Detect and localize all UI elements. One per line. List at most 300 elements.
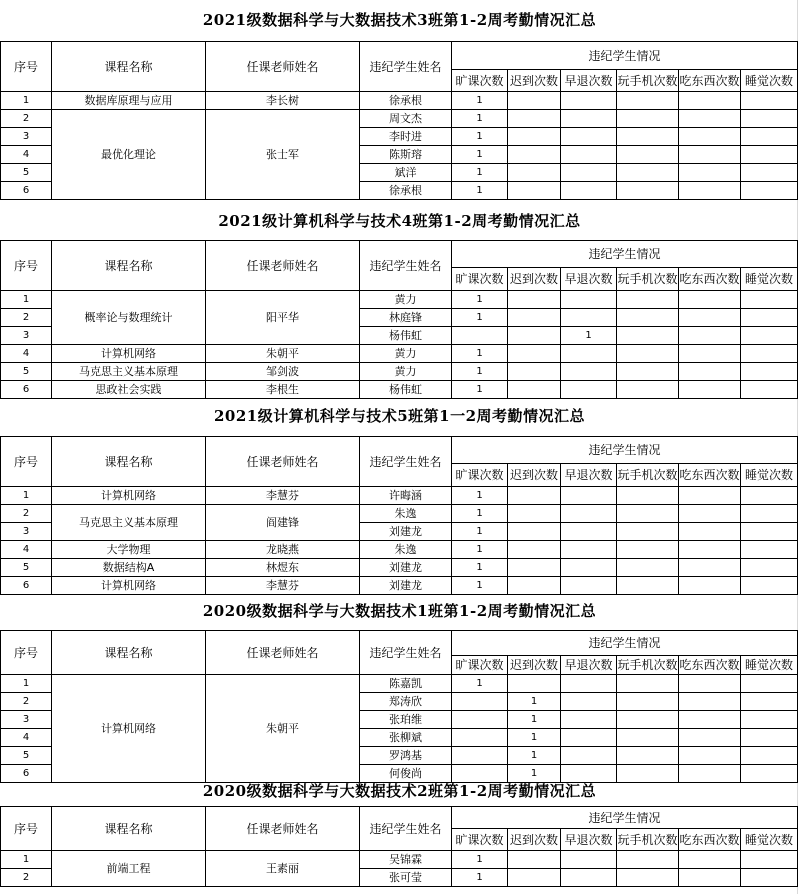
section-title: 2021级计算机科学与技术4班第1-2周考勤情况汇总	[218, 212, 581, 230]
row-student: 吴锦霖	[360, 851, 452, 869]
header-student: 违纪学生姓名	[360, 807, 452, 851]
section-title: 2021级数据科学与大数据技术3班第1-2周考勤情况汇总	[202, 11, 597, 29]
row-student: 斌洋	[360, 164, 452, 182]
attendance-table	[0, 41, 798, 200]
row-seq: 1	[1, 487, 52, 505]
row-teacher: 阎建锋	[206, 505, 360, 541]
row-seq: 1	[1, 92, 52, 110]
row-count-cell[interactable]	[508, 309, 561, 327]
row-count-cell[interactable]	[508, 541, 561, 559]
row-count-cell[interactable]	[508, 345, 561, 363]
row-count-cell[interactable]	[617, 182, 679, 200]
row-count-cell[interactable]: 1	[452, 869, 508, 887]
row-count-cell[interactable]: 1	[561, 327, 617, 345]
row-count-cell[interactable]	[679, 505, 741, 523]
row-count-cell[interactable]: 1	[508, 765, 561, 783]
header-teacher: 任课老师姓名	[206, 241, 360, 291]
row-count-cell[interactable]	[679, 345, 741, 363]
table-row[interactable]	[1, 541, 798, 559]
row-count-cell[interactable]	[561, 146, 617, 164]
row-count-cell[interactable]: 1	[508, 693, 561, 711]
table-row[interactable]	[1, 92, 798, 110]
row-count-cell[interactable]	[561, 164, 617, 182]
header-teacher: 任课老师姓名	[206, 437, 360, 487]
row-count-cell[interactable]	[679, 577, 741, 595]
row-count-cell[interactable]	[508, 146, 561, 164]
row-count-cell[interactable]	[741, 128, 798, 146]
row-count-cell[interactable]	[561, 541, 617, 559]
row-count-cell[interactable]	[679, 559, 741, 577]
row-student: 杨伟虹	[360, 381, 452, 399]
row-seq: 2	[1, 505, 52, 523]
row-count-cell[interactable]	[617, 747, 679, 765]
row-count-cell[interactable]	[741, 110, 798, 128]
row-count-cell[interactable]: 1	[452, 541, 508, 559]
row-count-cell[interactable]	[741, 523, 798, 541]
row-seq: 4	[1, 541, 52, 559]
row-count-cell[interactable]	[561, 381, 617, 399]
row-course: 计算机网络	[52, 487, 206, 505]
row-count-cell[interactable]	[741, 92, 798, 110]
row-student: 张珀维	[360, 711, 452, 729]
table-row[interactable]	[1, 487, 798, 505]
row-count-cell[interactable]	[617, 711, 679, 729]
header-count-col: 睡觉次数	[741, 829, 798, 851]
header-row	[1, 42, 798, 70]
row-seq: 4	[1, 345, 52, 363]
row-count-cell[interactable]	[679, 363, 741, 381]
row-count-cell[interactable]	[561, 693, 617, 711]
row-count-cell[interactable]	[679, 693, 741, 711]
row-count-cell[interactable]	[561, 128, 617, 146]
header-violation-group: 违纪学生情况	[452, 631, 798, 656]
header-count-col: 迟到次数	[508, 656, 561, 675]
row-count-cell[interactable]	[561, 869, 617, 887]
row-count-cell[interactable]	[679, 869, 741, 887]
row-seq: 6	[1, 577, 52, 595]
row-course: 计算机网络	[52, 345, 206, 363]
row-count-cell[interactable]	[617, 559, 679, 577]
row-student: 刘建龙	[360, 523, 452, 541]
row-student: 张柳斌	[360, 729, 452, 747]
attendance-table	[0, 240, 798, 399]
row-seq: 1	[1, 851, 52, 869]
table-row[interactable]	[1, 675, 798, 693]
row-student: 朱逸	[360, 505, 452, 523]
row-count-cell[interactable]	[561, 487, 617, 505]
attendance-table	[0, 436, 798, 595]
row-count-cell[interactable]	[508, 559, 561, 577]
row-count-cell[interactable]	[617, 363, 679, 381]
header-count-col: 吃东西次数	[679, 268, 741, 291]
attendance-table	[0, 806, 798, 887]
header-count-col: 迟到次数	[508, 268, 561, 291]
section-title: 2021级计算机科学与技术5班第1一2周考勤情况汇总	[213, 407, 586, 425]
row-count-cell[interactable]	[741, 577, 798, 595]
header-count-col: 早退次数	[561, 656, 617, 675]
row-seq: 2	[1, 110, 52, 128]
row-course: 马克思主义基本原理	[52, 363, 206, 381]
header-teacher: 任课老师姓名	[206, 42, 360, 92]
row-student: 张可莹	[360, 869, 452, 887]
header-seq: 序号	[1, 437, 52, 487]
table-row[interactable]	[1, 851, 798, 869]
row-seq: 5	[1, 559, 52, 577]
row-count-cell[interactable]	[679, 182, 741, 200]
row-count-cell[interactable]	[452, 747, 508, 765]
row-count-cell[interactable]	[617, 291, 679, 309]
row-seq: 2	[1, 869, 52, 887]
row-count-cell[interactable]: 1	[452, 128, 508, 146]
row-count-cell[interactable]	[617, 869, 679, 887]
row-count-cell[interactable]	[679, 327, 741, 345]
row-count-cell[interactable]	[561, 851, 617, 869]
row-count-cell[interactable]: 1	[452, 309, 508, 327]
row-student: 黄力	[360, 291, 452, 309]
row-seq: 2	[1, 309, 52, 327]
row-seq: 6	[1, 381, 52, 399]
table-row[interactable]	[1, 363, 798, 381]
header-count-col: 吃东西次数	[679, 829, 741, 851]
header-course: 课程名称	[52, 631, 206, 675]
row-count-cell[interactable]	[679, 487, 741, 505]
row-count-cell[interactable]: 1	[452, 363, 508, 381]
row-count-cell[interactable]	[617, 851, 679, 869]
row-count-cell[interactable]	[679, 146, 741, 164]
header-count-col: 旷课次数	[452, 829, 508, 851]
row-course: 概率论与数理统计	[52, 291, 206, 345]
row-count-cell[interactable]	[617, 345, 679, 363]
header-count-col: 玩手机次数	[617, 656, 679, 675]
row-count-cell[interactable]	[561, 675, 617, 693]
row-count-cell[interactable]	[741, 309, 798, 327]
row-count-cell[interactable]	[679, 747, 741, 765]
row-course: 大学物理	[52, 541, 206, 559]
row-teacher: 李根生	[206, 381, 360, 399]
row-count-cell[interactable]	[452, 729, 508, 747]
section-title: 2020级数据科学与大数据技术1班第1-2周考勤情况汇总	[202, 602, 597, 620]
row-count-cell[interactable]	[617, 327, 679, 345]
row-count-cell[interactable]	[617, 309, 679, 327]
row-count-cell[interactable]	[561, 577, 617, 595]
row-count-cell[interactable]	[617, 381, 679, 399]
header-row	[1, 807, 798, 829]
row-count-cell[interactable]	[741, 182, 798, 200]
row-count-cell[interactable]	[617, 487, 679, 505]
row-count-cell[interactable]	[617, 146, 679, 164]
row-count-cell[interactable]: 1	[452, 291, 508, 309]
row-count-cell[interactable]	[741, 345, 798, 363]
row-count-cell[interactable]	[561, 559, 617, 577]
row-count-cell[interactable]	[679, 291, 741, 309]
header-seq: 序号	[1, 42, 52, 92]
row-count-cell[interactable]	[741, 291, 798, 309]
header-count-col: 旷课次数	[452, 268, 508, 291]
header-count-col: 旷课次数	[452, 70, 508, 92]
row-teacher: 朱朝平	[206, 675, 360, 783]
header-count-col: 吃东西次数	[679, 70, 741, 92]
row-count-cell[interactable]: 1	[452, 92, 508, 110]
header-count-col: 迟到次数	[508, 829, 561, 851]
row-count-cell[interactable]	[561, 747, 617, 765]
row-count-cell[interactable]	[617, 128, 679, 146]
row-count-cell[interactable]	[508, 675, 561, 693]
row-student: 郑涛欣	[360, 693, 452, 711]
row-count-cell[interactable]: 1	[508, 711, 561, 729]
row-count-cell[interactable]	[741, 675, 798, 693]
row-count-cell[interactable]	[452, 711, 508, 729]
row-count-cell[interactable]	[679, 128, 741, 146]
row-count-cell[interactable]	[741, 164, 798, 182]
row-count-cell[interactable]	[741, 559, 798, 577]
table-row[interactable]	[1, 559, 798, 577]
table-row[interactable]	[1, 345, 798, 363]
row-count-cell[interactable]	[561, 92, 617, 110]
row-count-cell[interactable]	[617, 729, 679, 747]
row-student: 徐承根	[360, 92, 452, 110]
row-count-cell[interactable]	[508, 182, 561, 200]
row-student: 周文杰	[360, 110, 452, 128]
row-student: 李时进	[360, 128, 452, 146]
header-course: 课程名称	[52, 241, 206, 291]
row-teacher: 李慧芬	[206, 577, 360, 595]
row-count-cell[interactable]	[561, 309, 617, 327]
row-student: 罗鸿基	[360, 747, 452, 765]
row-count-cell[interactable]: 1	[452, 381, 508, 399]
row-count-cell[interactable]	[679, 92, 741, 110]
row-seq: 6	[1, 182, 52, 200]
row-seq: 1	[1, 675, 52, 693]
row-count-cell[interactable]	[561, 711, 617, 729]
table-row[interactable]	[1, 381, 798, 399]
header-student: 违纪学生姓名	[360, 437, 452, 487]
row-student: 黄力	[360, 363, 452, 381]
row-seq: 2	[1, 693, 52, 711]
header-count-col: 玩手机次数	[617, 829, 679, 851]
row-count-cell[interactable]: 1	[452, 146, 508, 164]
row-count-cell[interactable]	[452, 693, 508, 711]
row-count-cell[interactable]: 1	[452, 487, 508, 505]
table-row[interactable]	[1, 505, 798, 523]
row-count-cell[interactable]	[741, 487, 798, 505]
row-count-cell[interactable]	[561, 729, 617, 747]
row-count-cell[interactable]	[508, 577, 561, 595]
table-row[interactable]	[1, 291, 798, 309]
row-teacher: 邹剑波	[206, 363, 360, 381]
row-count-cell[interactable]	[508, 164, 561, 182]
row-seq: 1	[1, 291, 52, 309]
row-seq: 5	[1, 363, 52, 381]
row-course: 马克思主义基本原理	[52, 505, 206, 541]
row-course: 思政社会实践	[52, 381, 206, 399]
row-count-cell[interactable]	[617, 693, 679, 711]
row-count-cell[interactable]	[679, 110, 741, 128]
row-count-cell[interactable]	[741, 327, 798, 345]
row-count-cell[interactable]	[741, 869, 798, 887]
row-count-cell[interactable]	[508, 869, 561, 887]
header-course: 课程名称	[52, 42, 206, 92]
header-count-col: 迟到次数	[508, 464, 561, 487]
header-teacher: 任课老师姓名	[206, 807, 360, 851]
row-count-cell[interactable]: 1	[452, 851, 508, 869]
row-count-cell[interactable]: 1	[452, 164, 508, 182]
row-seq: 4	[1, 146, 52, 164]
header-seq: 序号	[1, 807, 52, 851]
row-count-cell[interactable]	[679, 711, 741, 729]
header-row	[1, 631, 798, 656]
attendance-table	[0, 630, 798, 783]
table-row[interactable]	[1, 110, 798, 128]
row-student: 杨伟虹	[360, 327, 452, 345]
row-count-cell[interactable]	[508, 110, 561, 128]
row-seq: 5	[1, 747, 52, 765]
header-count-col: 迟到次数	[508, 70, 561, 92]
row-student: 朱逸	[360, 541, 452, 559]
header-teacher: 任课老师姓名	[206, 631, 360, 675]
row-course: 计算机网络	[52, 577, 206, 595]
row-count-cell[interactable]	[679, 309, 741, 327]
row-course: 前端工程	[52, 851, 206, 887]
row-seq: 6	[1, 765, 52, 783]
header-course: 课程名称	[52, 807, 206, 851]
row-count-cell[interactable]	[679, 381, 741, 399]
row-seq: 3	[1, 523, 52, 541]
row-count-cell[interactable]: 1	[452, 505, 508, 523]
row-count-cell[interactable]	[741, 381, 798, 399]
row-count-cell[interactable]: 1	[452, 110, 508, 128]
row-count-cell[interactable]	[617, 92, 679, 110]
row-count-cell[interactable]: 1	[452, 675, 508, 693]
row-count-cell[interactable]	[561, 523, 617, 541]
row-student: 黄力	[360, 345, 452, 363]
header-count-col: 睡觉次数	[741, 464, 798, 487]
row-count-cell[interactable]	[741, 146, 798, 164]
row-seq: 3	[1, 327, 52, 345]
row-count-cell[interactable]	[561, 291, 617, 309]
row-count-cell[interactable]: 1	[452, 345, 508, 363]
row-count-cell[interactable]: 1	[452, 559, 508, 577]
row-count-cell[interactable]	[741, 693, 798, 711]
section-title: 2020级数据科学与大数据技术2班第1-2周考勤情况汇总	[202, 782, 597, 800]
header-violation-group: 违纪学生情况	[452, 807, 798, 829]
row-count-cell[interactable]: 1	[508, 729, 561, 747]
row-count-cell[interactable]	[508, 523, 561, 541]
row-count-cell[interactable]	[508, 92, 561, 110]
row-seq: 3	[1, 128, 52, 146]
row-count-cell[interactable]	[679, 541, 741, 559]
header-seq: 序号	[1, 631, 52, 675]
row-teacher: 龙晓燕	[206, 541, 360, 559]
header-violation-group: 违纪学生情况	[452, 437, 798, 464]
header-course: 课程名称	[52, 437, 206, 487]
header-seq: 序号	[1, 241, 52, 291]
row-count-cell[interactable]	[617, 675, 679, 693]
row-count-cell[interactable]	[741, 711, 798, 729]
row-student: 林庭锋	[360, 309, 452, 327]
row-count-cell[interactable]	[741, 747, 798, 765]
row-count-cell[interactable]	[617, 523, 679, 541]
row-count-cell[interactable]	[561, 363, 617, 381]
header-count-col: 早退次数	[561, 464, 617, 487]
row-count-cell[interactable]: 1	[452, 523, 508, 541]
table-row[interactable]	[1, 577, 798, 595]
row-count-cell[interactable]	[741, 729, 798, 747]
row-course: 最优化理论	[52, 110, 206, 200]
row-count-cell[interactable]	[508, 505, 561, 523]
row-count-cell[interactable]: 1	[508, 747, 561, 765]
row-count-cell[interactable]	[508, 487, 561, 505]
row-teacher: 朱朝平	[206, 345, 360, 363]
header-count-col: 吃东西次数	[679, 464, 741, 487]
row-count-cell[interactable]	[508, 291, 561, 309]
row-teacher: 李长树	[206, 92, 360, 110]
header-count-col: 玩手机次数	[617, 70, 679, 92]
header-count-col: 早退次数	[561, 268, 617, 291]
row-count-cell[interactable]: 1	[452, 182, 508, 200]
row-seq: 5	[1, 164, 52, 182]
row-seq: 4	[1, 729, 52, 747]
row-teacher: 阳平华	[206, 291, 360, 345]
row-count-cell[interactable]	[679, 164, 741, 182]
row-student: 刘建龙	[360, 577, 452, 595]
header-student: 违纪学生姓名	[360, 241, 452, 291]
row-teacher: 李慧芬	[206, 487, 360, 505]
row-count-cell[interactable]	[679, 675, 741, 693]
row-teacher: 林煜东	[206, 559, 360, 577]
row-count-cell[interactable]	[561, 110, 617, 128]
row-count-cell[interactable]	[741, 363, 798, 381]
row-count-cell[interactable]	[679, 851, 741, 869]
row-count-cell[interactable]	[617, 541, 679, 559]
row-count-cell[interactable]	[561, 345, 617, 363]
header-violation-group: 违纪学生情况	[452, 42, 798, 70]
row-course: 计算机网络	[52, 675, 206, 783]
row-student: 陈斯瑢	[360, 146, 452, 164]
row-count-cell[interactable]	[452, 327, 508, 345]
row-count-cell[interactable]	[617, 164, 679, 182]
header-count-col: 早退次数	[561, 70, 617, 92]
row-count-cell[interactable]	[561, 505, 617, 523]
row-count-cell[interactable]	[508, 851, 561, 869]
header-count-col: 吃东西次数	[679, 656, 741, 675]
row-count-cell[interactable]	[617, 110, 679, 128]
row-student: 许晦涵	[360, 487, 452, 505]
row-seq: 3	[1, 711, 52, 729]
row-count-cell[interactable]	[617, 505, 679, 523]
header-student: 违纪学生姓名	[360, 631, 452, 675]
header-count-col: 旷课次数	[452, 464, 508, 487]
row-count-cell[interactable]	[508, 128, 561, 146]
row-count-cell[interactable]	[679, 523, 741, 541]
row-student: 何俊尚	[360, 765, 452, 783]
header-count-col: 睡觉次数	[741, 268, 798, 291]
row-count-cell[interactable]	[741, 505, 798, 523]
header-count-col: 旷课次数	[452, 656, 508, 675]
row-count-cell[interactable]	[679, 729, 741, 747]
row-count-cell[interactable]	[617, 577, 679, 595]
header-violation-group: 违纪学生情况	[452, 241, 798, 268]
header-student: 违纪学生姓名	[360, 42, 452, 92]
row-count-cell[interactable]	[508, 327, 561, 345]
row-count-cell[interactable]	[508, 363, 561, 381]
header-count-col: 玩手机次数	[617, 464, 679, 487]
row-count-cell[interactable]	[561, 182, 617, 200]
row-count-cell[interactable]	[508, 381, 561, 399]
row-count-cell[interactable]	[741, 851, 798, 869]
header-count-col: 玩手机次数	[617, 268, 679, 291]
row-count-cell[interactable]	[741, 541, 798, 559]
row-count-cell[interactable]: 1	[452, 577, 508, 595]
